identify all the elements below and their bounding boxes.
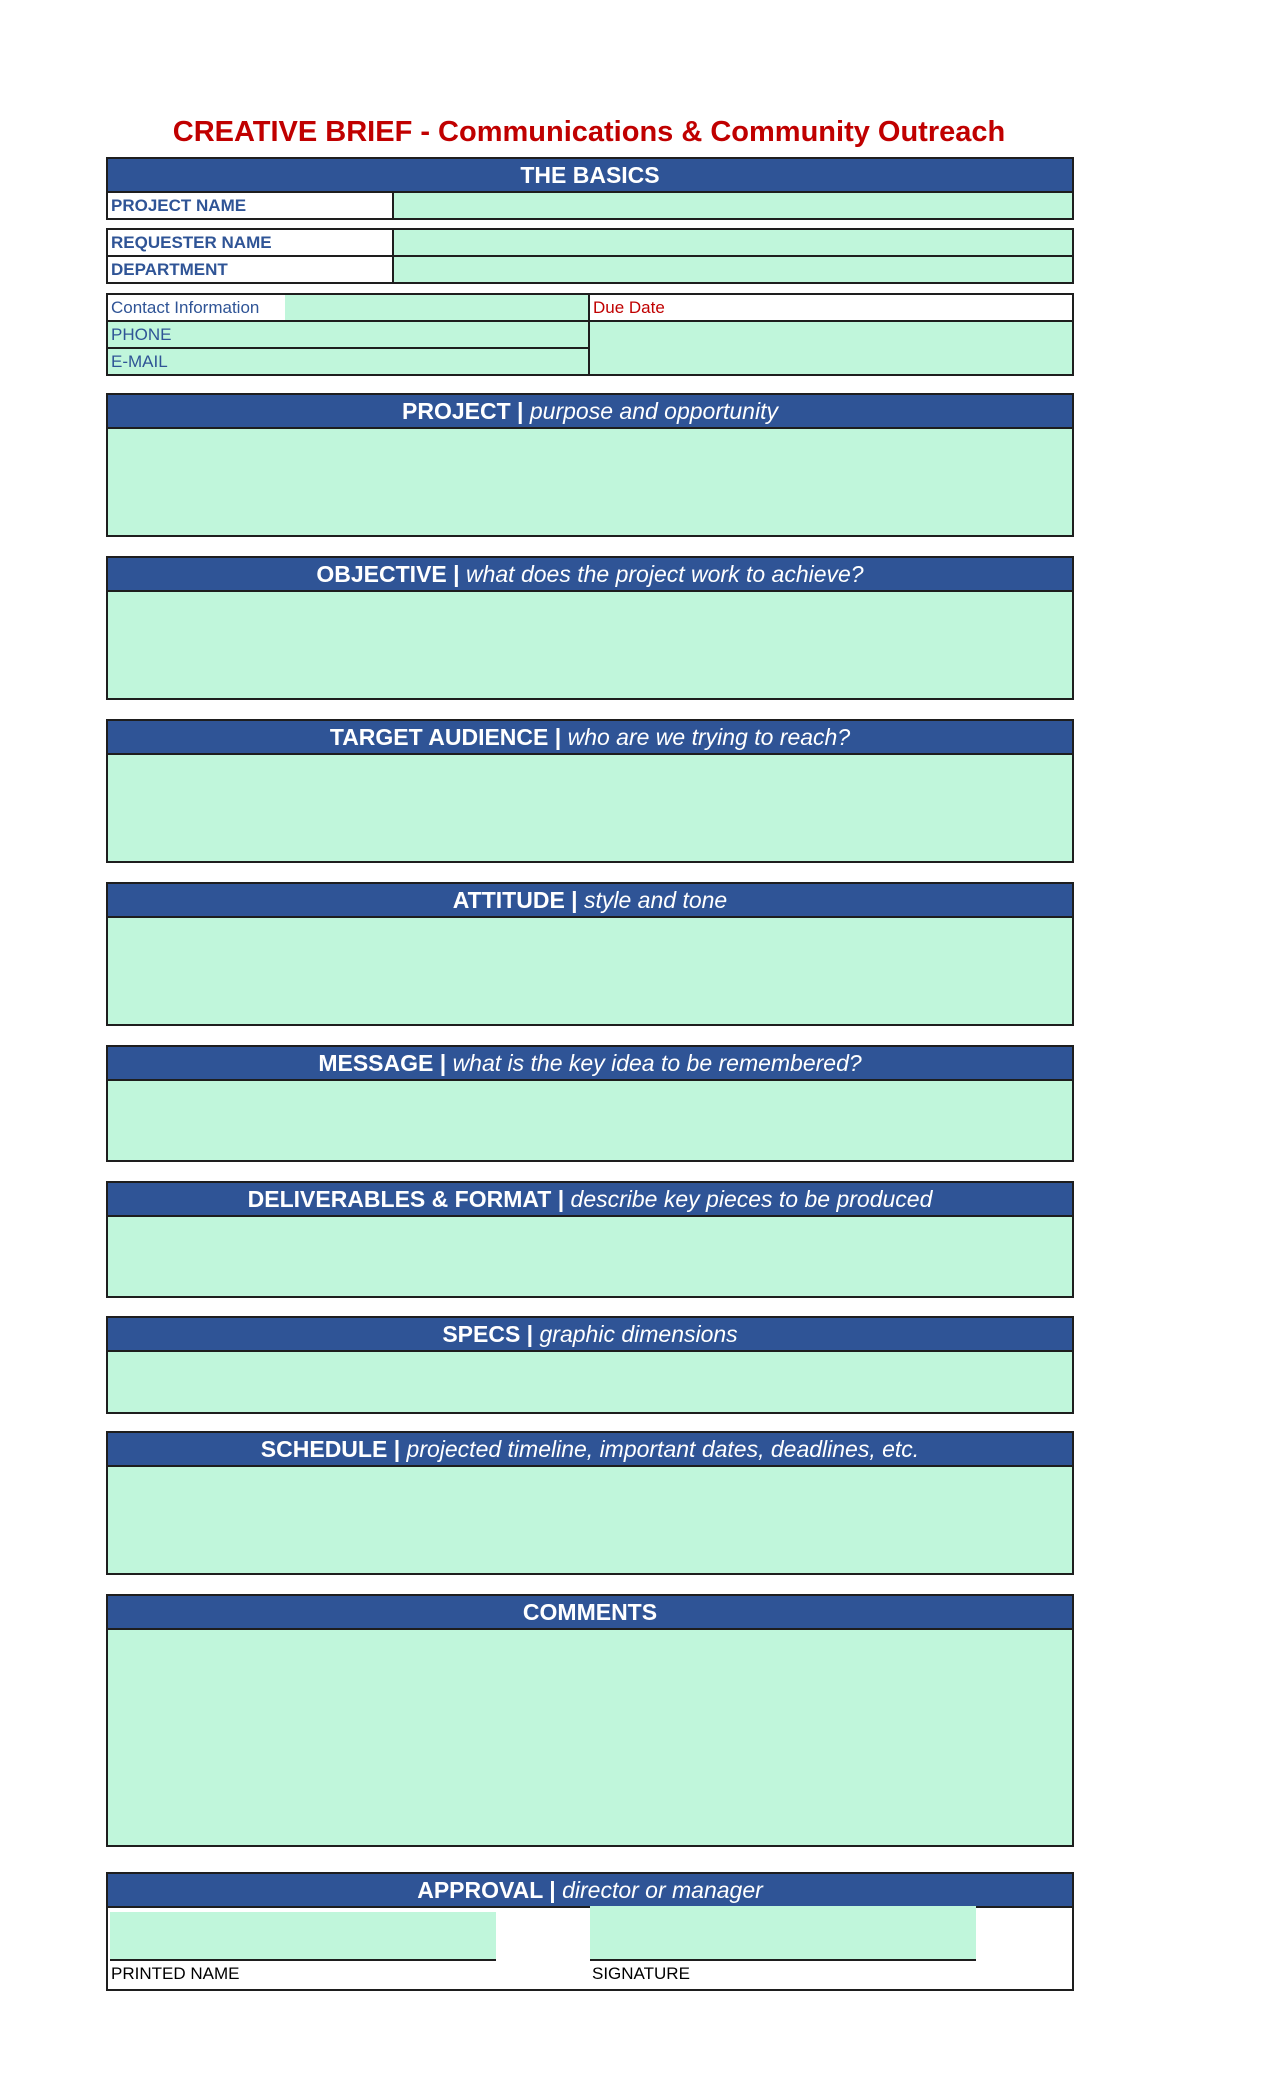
project-name-field[interactable] [394,193,1072,218]
target-audience-field[interactable] [108,755,1072,861]
signature-label: SIGNATURE [592,1964,690,1983]
department-label: DEPARTMENT [108,257,394,282]
contact-section [106,293,1074,376]
target-audience-section [106,719,1074,863]
phone-field[interactable]: PHONE [108,322,588,349]
project-section [106,393,1074,537]
attitude-field[interactable] [108,918,1072,1024]
signature-field[interactable] [590,1906,976,1961]
specs-header: SPECS | graphic dimensions [108,1318,1072,1352]
comments-field[interactable] [108,1630,1072,1845]
deliverables-field[interactable] [108,1217,1072,1296]
requester-name-label: REQUESTER NAME [108,230,394,255]
contact-info-field[interactable] [285,295,588,320]
project-name-row [108,193,1072,218]
basics-header: THE BASICS [108,159,1072,193]
contact-info-label: Contact Information [108,295,285,320]
comments-section [106,1594,1074,1847]
contact-column [108,295,590,374]
contact-info-row [108,295,588,322]
specs-field[interactable] [108,1352,1072,1412]
requester-name-field[interactable] [394,230,1072,255]
department-field[interactable] [394,257,1072,282]
due-date-label: Due Date [590,295,1072,322]
objective-section [106,556,1074,700]
requester-section [106,228,1074,284]
schedule-section [106,1431,1074,1575]
project-header: PROJECT | purpose and opportunity [108,395,1072,429]
message-header: MESSAGE | what is the key idea to be remembered? [108,1047,1072,1081]
attitude-section [106,882,1074,1026]
objective-field[interactable] [108,592,1072,698]
message-section [106,1045,1074,1162]
message-field[interactable] [108,1081,1072,1160]
department-row [108,257,1072,282]
deliverables-header: DELIVERABLES & FORMAT | describe key pieces to be produced [108,1183,1072,1217]
attitude-header: ATTITUDE | style and tone [108,884,1072,918]
approval-header: APPROVAL | director or manager [108,1874,1072,1908]
due-date-field[interactable] [590,322,1072,374]
specs-section [106,1316,1074,1414]
basics-section [106,157,1074,220]
printed-name-field[interactable] [110,1912,496,1961]
due-date-column [590,295,1072,374]
page-title: CREATIVE BRIEF - Communications & Community Outreach [172,116,1006,148]
project-name-label: PROJECT NAME [108,193,394,218]
email-field[interactable]: E-MAIL [108,349,588,374]
printed-name-label: PRINTED NAME [111,1964,240,1983]
project-field[interactable] [108,429,1072,535]
approval-section [106,1872,1074,1991]
schedule-field[interactable] [108,1467,1072,1573]
deliverables-section [106,1181,1074,1298]
target-audience-header: TARGET AUDIENCE | who are we trying to reach? [108,721,1072,755]
requester-name-row [108,230,1072,257]
objective-header: OBJECTIVE | what does the project work to achieve? [108,558,1072,592]
schedule-header: SCHEDULE | projected timeline, important dates, deadlines, etc. [108,1433,1072,1467]
comments-header: COMMENTS [108,1596,1072,1630]
